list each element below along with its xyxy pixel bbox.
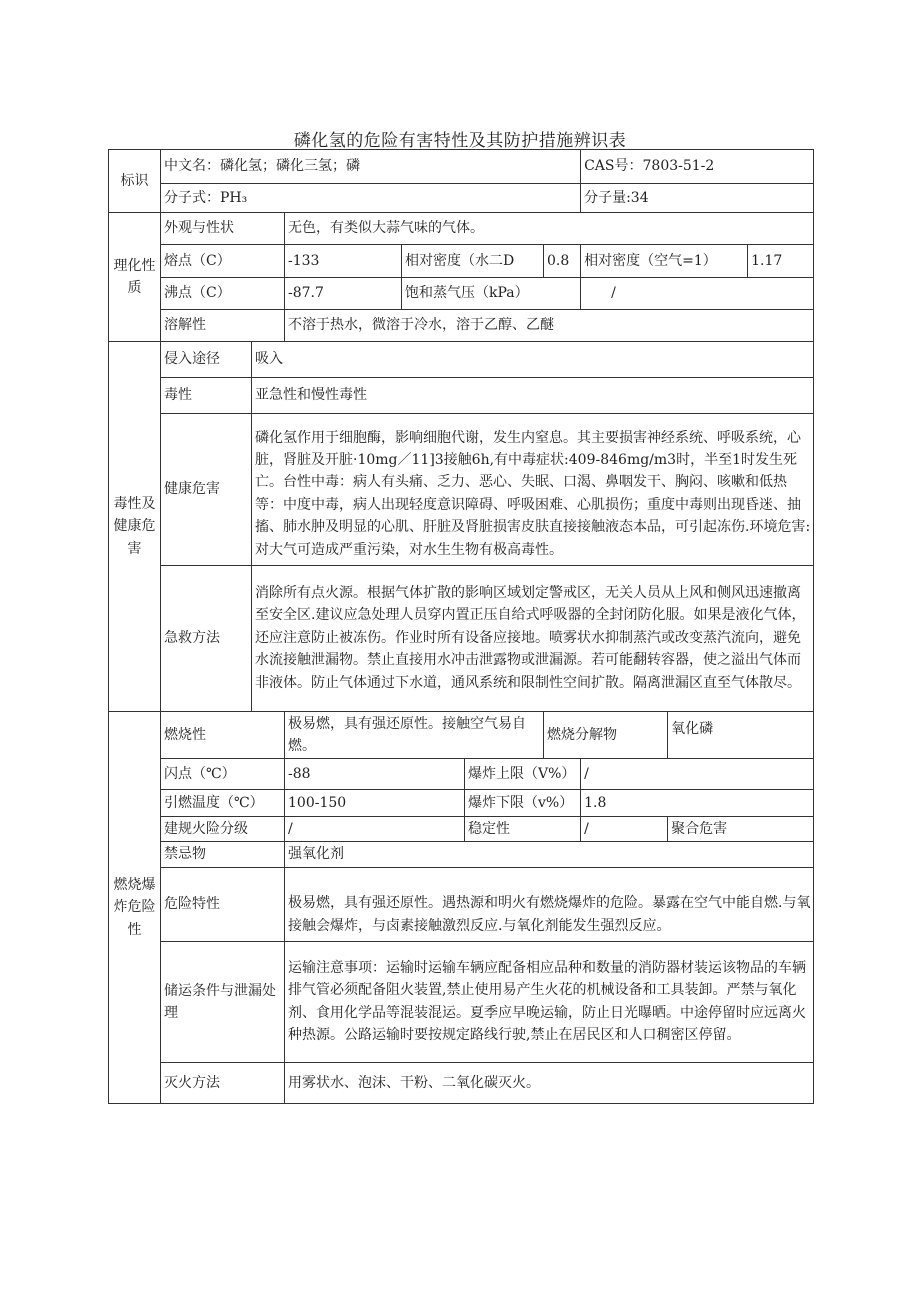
section-fire: 燃烧爆炸危险性 xyxy=(109,712,161,1104)
ignition-temp-value: 100-150 xyxy=(285,790,465,817)
flash-point-label: 闪点（℃） xyxy=(161,759,285,790)
ignition-temp-label: 引燃温度（℃） xyxy=(161,790,285,817)
melting-point-label: 熔点（C） xyxy=(161,245,285,278)
storage-value: 运输注意事项：运输时运输车辆应配备相应品种和数量的消防器材装运该物品的车辆排气管必须配备阻火装置,禁止使用易产生火花的机械设备和工具装卸。严禁与氧化剂、食用化学品等混装混运。夏季应早晚运输，防止日光曝晒。中途停留时应远离火种热源。公路运输时要按规定路线行驶,禁止在居民区和人口稠密区停留。 xyxy=(285,942,814,1063)
polymerization-label: 聚合危害 xyxy=(668,817,814,842)
health-hazard-value: 磷化氢作用于细胞酶，影响细胞代谢，发生内窒息。其主要损害神经系统、呼吸系统，心脏，肾脏及开脏·10mg／11]3接触6h,有中毒症状:409-846mg/m3时，半至1时发生死亡。台性中毒：病人有头痛、乏力、恶心、失眠、口渴、鼻咽发干、胸闷、咳嗽和低热等：中度中毒，病人出现轻度意识障碍、呼吸困难、心肌损伤；重度中毒则出现昏迷、抽搐、肺水肿及明显的心肌、肝脏及肾脏损害皮肤直接接触液态本品，可引起冻伤.环境危害:对大气可造成严重污染，对水生生物有极高毒性。 xyxy=(252,414,814,566)
rel-density-air-value: 1.17 xyxy=(748,245,814,278)
flash-point-value: -88 xyxy=(285,759,465,790)
appearance-value: 无色，有类似大蒜气味的气体。 xyxy=(285,213,814,245)
cn-name: 中文名：磷化氢；磷化三氢；磷 xyxy=(161,150,581,184)
route-value: 吸入 xyxy=(252,342,814,378)
stability-value: / xyxy=(581,817,668,842)
page-title: 磷化氢的危险有害特性及其防护措施辨识表 xyxy=(293,131,627,151)
stability-label: 稳定性 xyxy=(465,817,581,842)
extinguish-value: 用雾状水、泡沫、干粉、二氧化碳灭火。 xyxy=(285,1063,814,1104)
appearance-label: 外观与性状 xyxy=(161,213,285,245)
molecular-weight: 分子量:34 xyxy=(581,184,814,213)
vapor-pressure-label: 饱和蒸气压（kPa） xyxy=(402,278,581,310)
flammability-value: 极易燃，具有强还原性。接触空气易自燃。 xyxy=(285,712,544,759)
danger-label: 危险特性 xyxy=(161,868,285,942)
rel-density-water-value: 0.8 xyxy=(544,245,581,278)
boiling-point-label: 沸点（C） xyxy=(161,278,285,310)
first-aid-label: 急救方法 xyxy=(161,566,252,712)
incompatible-value: 强氧化剂 xyxy=(285,842,814,868)
hazard-table xyxy=(108,149,814,1104)
molecular-formula: 分子式：PH₃ xyxy=(161,184,581,213)
decomposition-label: 燃烧分解物 xyxy=(544,712,668,759)
toxicity-label: 毒性 xyxy=(161,378,252,414)
toxicity-value: 亚急性和慢性毒性 xyxy=(252,378,814,414)
section-physical: 理化性质 xyxy=(109,213,161,342)
fire-grade-value: / xyxy=(285,817,465,842)
health-hazard-label: 健康危害 xyxy=(161,414,252,566)
flammability-label: 燃烧性 xyxy=(161,712,285,759)
first-aid-value: 消除所有点火源。根据气体扩散的影响区域划定警戒区，无关人员从上风和侧风迅速撤离至安全区.建议应急处理人员穿内置正压自给式呼吸器的全封闭防化服。如果是液化气体，还应注意防止被冻伤。作业时所有设备应接地。喷雾状水抑制蒸汽或改变蒸汽流向，避免水流接触泄漏物。禁止直接用水冲击泄露物或泄漏源。若可能翻转容器，使之溢出气体而非液体。防止气体通过下水道，通风系统和限制性空间扩散。隔离泄漏区直至气体散尽。 xyxy=(252,566,814,712)
decomposition-value: 氧化磷 xyxy=(668,712,814,759)
section-health: 毒性及健康危害 xyxy=(109,342,161,712)
lower-limit-value: 1.8 xyxy=(581,790,814,817)
rel-density-water-label: 相对密度（水二D xyxy=(402,245,544,278)
incompatible-label: 禁忌物 xyxy=(161,842,285,868)
extinguish-label: 灭火方法 xyxy=(161,1063,285,1104)
fire-grade-label: 建规火险分级 xyxy=(161,817,285,842)
melting-point-value: -133 xyxy=(285,245,402,278)
rel-density-air-label: 相对密度（空气=1） xyxy=(581,245,748,278)
danger-value: 极易燃，具有强还原性。遇热源和明火有燃烧爆炸的危险。暴露在空气中能自燃.与氧接触会爆炸，与卤素接触激烈反应.与氧化剂能发生强烈反应。 xyxy=(285,868,814,942)
upper-limit-label: 爆炸上限（V%） xyxy=(465,759,581,790)
solubility-value: 不溶于热水，微溶于冷水，溶于乙醇、乙醚 xyxy=(285,310,814,342)
section-ident: 标识 xyxy=(109,150,161,213)
storage-label: 储运条件与泄漏处理 xyxy=(161,942,285,1063)
boiling-point-value: -87.7 xyxy=(285,278,402,310)
lower-limit-label: 爆炸下限（v%） xyxy=(465,790,581,817)
vapor-pressure-value: / xyxy=(581,278,814,310)
route-label: 侵入途径 xyxy=(161,342,252,378)
solubility-label: 溶解性 xyxy=(161,310,285,342)
cas-number: CAS号：7803-51-2 xyxy=(581,150,814,184)
upper-limit-value: / xyxy=(581,759,814,790)
